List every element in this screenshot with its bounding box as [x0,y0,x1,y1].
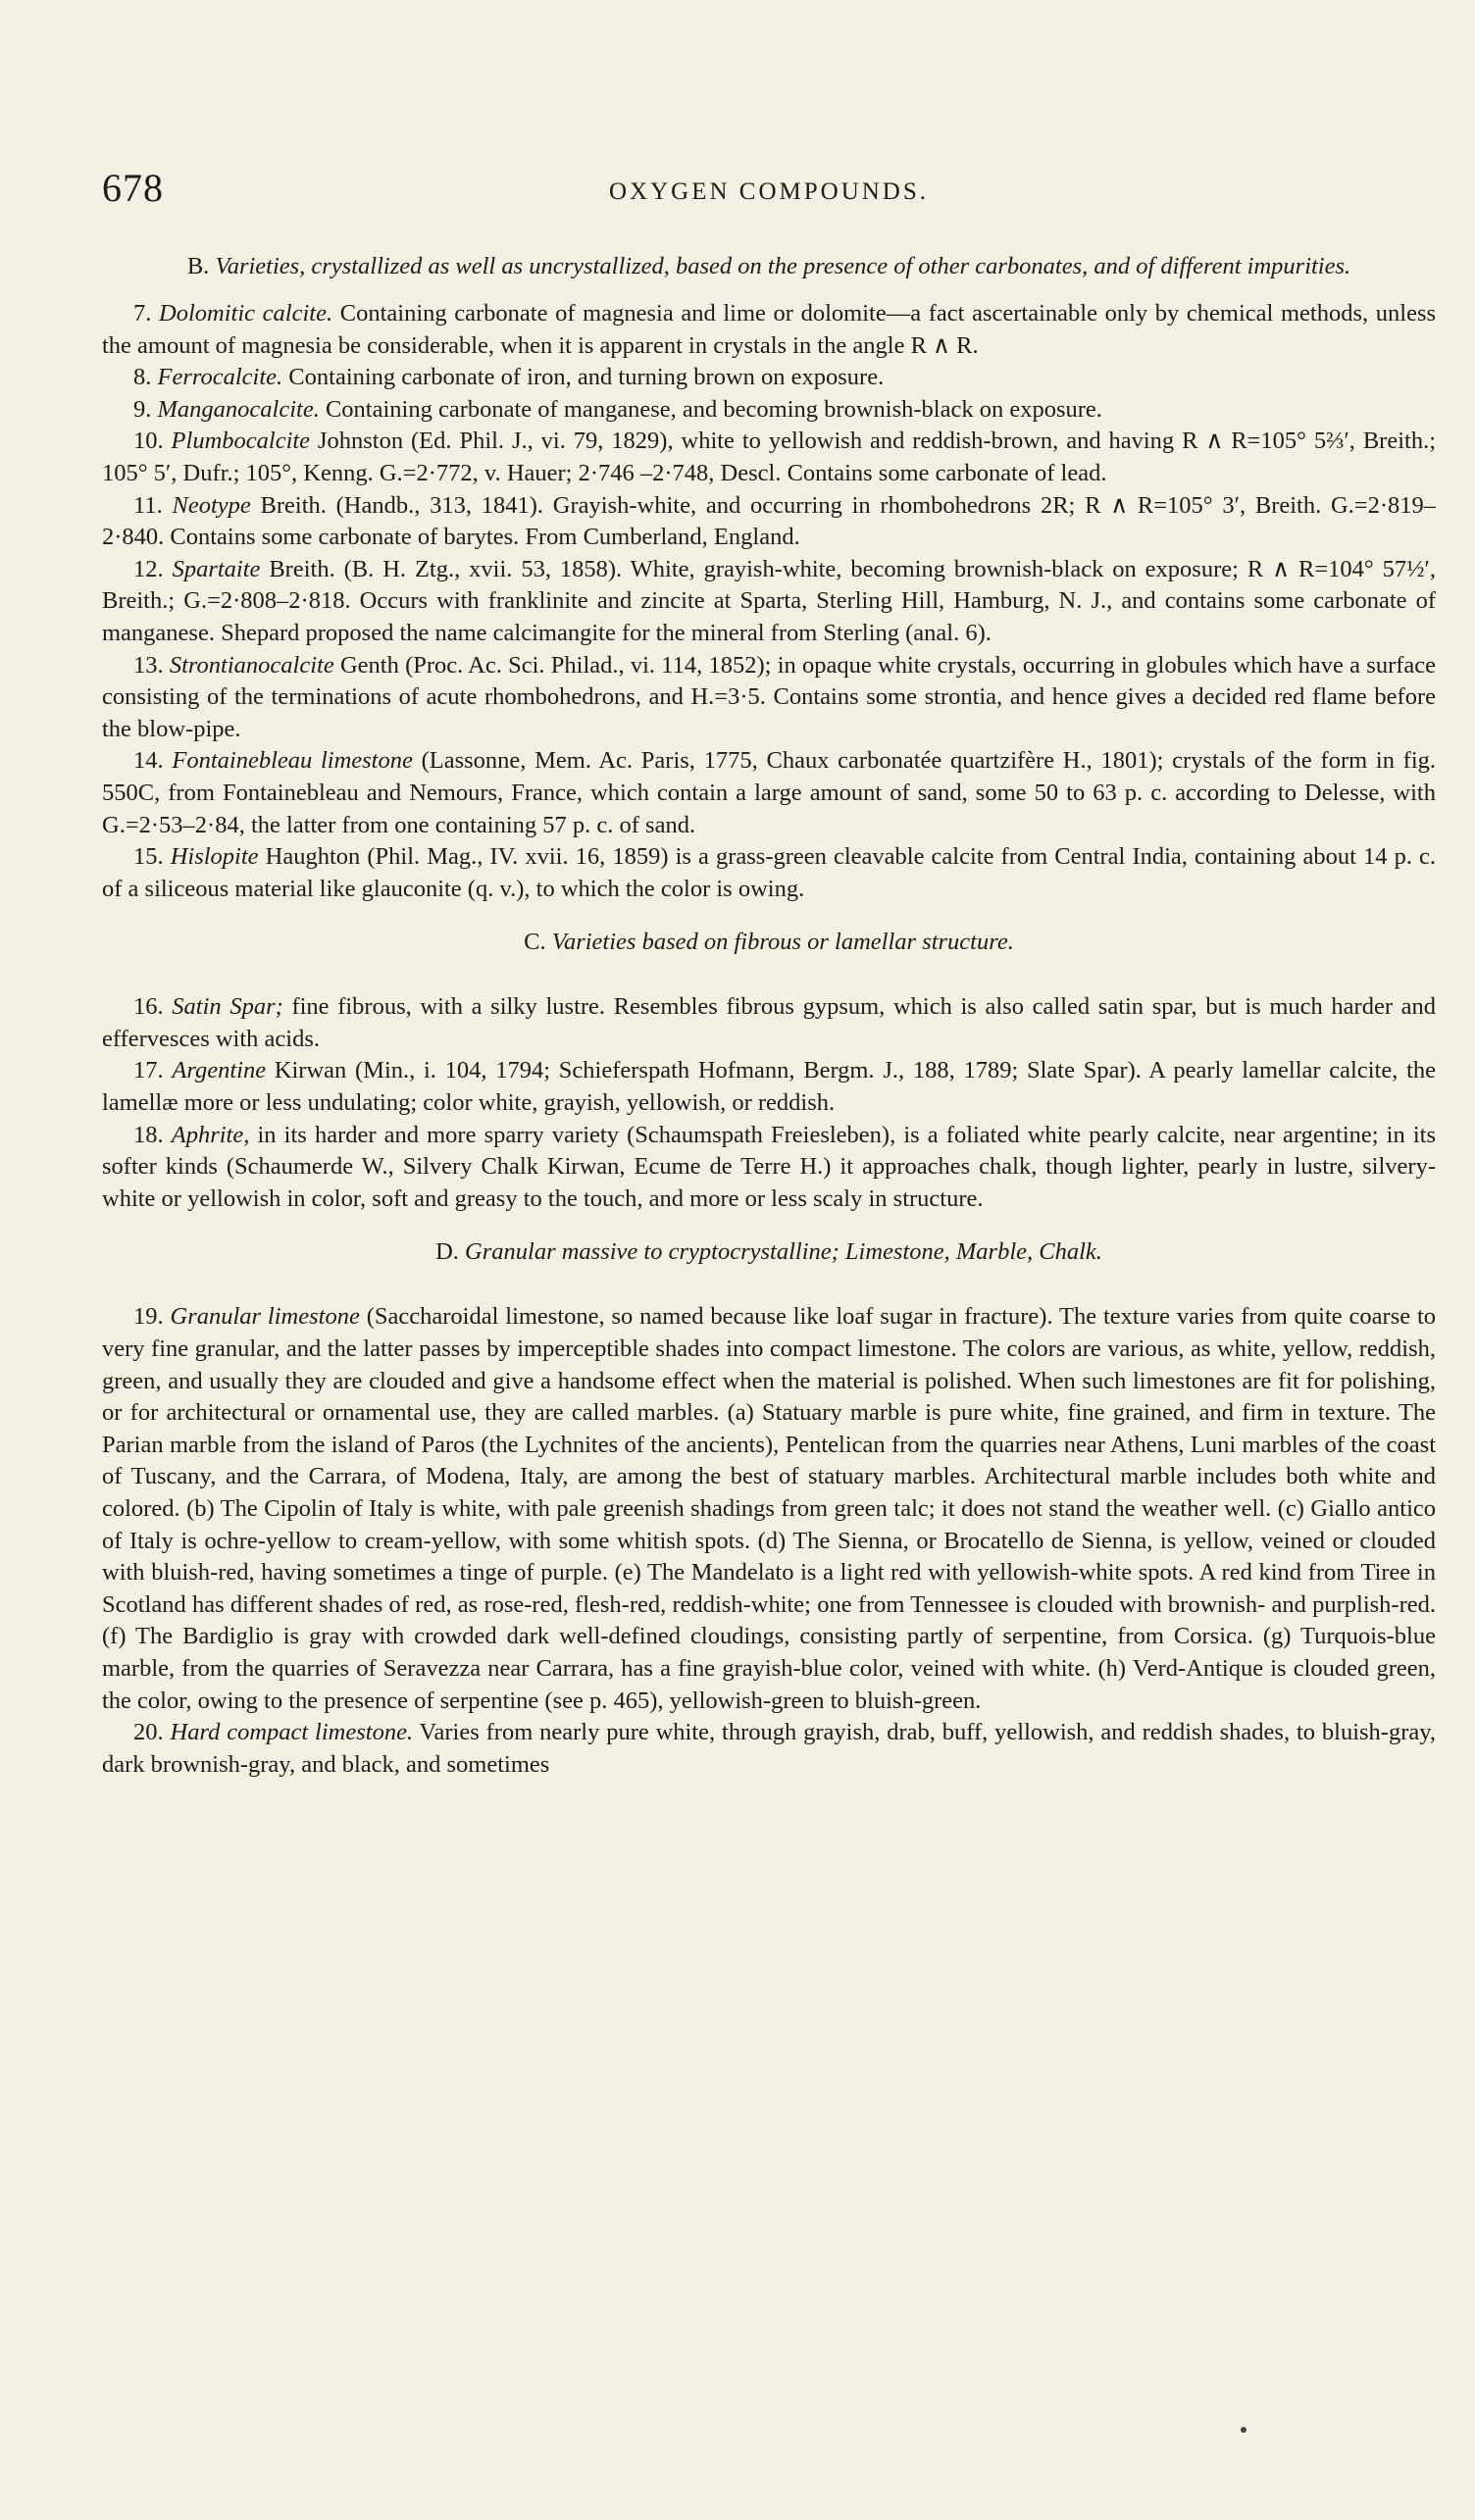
entry-text: Breith. (Handb., 313, 1841). Grayish-white, and occurring in rhombohedrons 2R; R ∧ R=105° 3′, Breith. G.=2·819–2·840. Contains some carbonate of barytes. From Cumberland, England. [102,491,1437,551]
entry-text: fine fibrous, with a silky lustre. Resembles fibrous gypsum, which is also called satin spar, but is much harder and effervesces with acids. [102,993,1437,1052]
entry-name: Manganocalcite. [157,395,320,423]
entry-name: Aphrite, [171,1121,250,1148]
page-number: 678 [102,166,164,210]
section-c-heading [102,927,1436,958]
entry-number: 17. [133,1057,164,1084]
entry-number: 7. [133,300,152,327]
entry-9 [102,394,1436,427]
section-b-label: B. [186,253,210,279]
entry-text: (Lassonne, Mem. Ac. Paris, 1775, Chaux carbonatée quartzifère H., 1801); crystals of the form in fig. 550C, from Fontainebleau and Nemours, France, which contain a large amount of sand, some 50 to 63 p. c. according to Delesse, with G.=2·53–2·84, the latter from one containing 57 p. c. of sand. [102,747,1437,838]
entry-text: Varies from nearly pure white, through grayish, drab, buff, yellowish, and reddish shades, to bluish-gray, dark brownish-gray, and black, and sometimes [102,1719,1437,1778]
entry-text: Containing carbonate of magnesia and lime or dolomite—a fact ascertainable only by chemical methods, unless the amount of magnesia be considerable, when it is apparent in crystals in the angle R ∧ R. [102,300,1437,359]
section-d-heading [102,1236,1436,1268]
entry-name: Ferrocalcite. [157,364,283,391]
entry-number: 20. [133,1719,164,1746]
entry-name: Dolomitic calcite. [159,300,333,327]
entry-number: 18. [133,1121,164,1148]
entry-name: Spartaite [172,555,261,582]
entry-number: 12. [133,555,164,582]
entry-name: Hislopite [170,843,259,871]
entry-text: Haughton (Phil. Mag., IV. xvii. 16, 1859) is a grass-green cleavable calcite from Central India, containing about 14 p. c. of a siliceous material like glauconite (q. v.), to which the color is owing. [102,843,1437,902]
entry-15 [102,841,1436,905]
entry-number: 13. [133,651,164,679]
section-d-entries [102,1301,1436,1781]
entry-8 [102,362,1436,394]
entry-11 [102,490,1436,554]
section-c-label: C. [524,929,546,956]
entry-19 [102,1301,1436,1717]
entry-text: Johnston (Ed. Phil. J., vi. 79, 1829), white to yellowish and reddish-brown, and having R ∧ R=105° 5⅔′, Breith.; 105° 5′, Dufr.; 105°, Kenng. G.=2·772, v. Hauer; 2·746 –2·748, Descl. Contains some carbonate of lead. [102,428,1437,486]
page-header [102,165,1436,212]
section-b-entries [102,298,1436,905]
entry-10 [102,426,1436,489]
entry-text: Kirwan (Min., i. 104, 1794; Schieferspath Hofmann, Bergm. J., 188, 1789; Slate Spar). A pearly lamellar calcite, the lamellæ more or less undulating; color white, grayish, yellowish, or reddish. [102,1057,1436,1117]
entry-text: (Saccharoidal limestone, so named because like loaf sugar in fracture). The texture varies from quite coarse to very fine granular, and the latter passes by imperceptible shades into compact limestone. The colors are various, as white, yellow, reddish, green, and usually they are clouded and give a handsome effect when the material is polished. When such limestones are fit for polishing, or for architectural or ornamental use, they are called marbles. (a) Statuary marble is pure white, fine grained, and firm in texture. The Parian marble from the island of Paros (the Lychnites of the ancients), Pentelican from the quarries near Athens, Luni marbles of the coast of Tuscany, and the Carrara, of Modena, Italy, are among the best of statuary marbles. Architectural marble includes both white and colored. (b) The Cipolin of Italy is white, with pale greenish shadings from green talc; it does not stand the weather well. (c) Giallo antico of Italy is ochre-yellow to cream-yellow, with some whitish spots. (d) The Sienna, or Brocatello de Sienna, is yellow, veined or clouded with bluish-red, having sometimes a tinge of purple. (e) The Mandelato is a light red with yellowish-white spots. A red kind from Tiree in Scotland has different shades of red, as rose-red, flesh-red, reddish-white; one from Tennessee is clouded with brownish- and purplish-red. (f) The Bardiglio is gray with crowded dark well-defined cloudings, consisting partly of serpentine, from Corsica. (g) Turquois-blue marble, from the quarries of Seravezza near Carrara, has a fine grayish-blue color, veined with white. (h) Verd-Antique is clouded green, the color, owing to the presence of serpentine (see p. 465), yellowish-green to bluish-green. [102,1303,1437,1714]
entry-18 [102,1120,1436,1216]
entry-number: 14. [133,747,164,775]
entry-name: Argentine [172,1057,267,1084]
entry-number: 9. [133,395,152,423]
page-body [102,251,1436,1781]
entry-name: Plumbocalcite [171,428,311,455]
entry-number: 16. [133,993,164,1021]
section-c-title: Varieties based on fibrous or lamellar structure. [551,929,1014,956]
entry-17 [102,1055,1436,1119]
entry-number: 15. [133,843,164,871]
running-title: OXYGEN COMPOUNDS. [608,178,930,205]
entry-name: Granular limestone [170,1303,360,1331]
entry-13 [102,650,1436,746]
section-d-title: Granular massive to cryptocrystalline; Limestone, Marble, Chalk. [465,1238,1102,1266]
section-b-heading [141,251,1397,282]
entry-text: Genth (Proc. Ac. Sci. Philad., vi. 114, 1852); in opaque white crystals, occurring in globules which have a surface consisting of the terminations of acute rhombohedrons, and H.=3·5. Contains some strontia, and hence gives a decided red flame before the blow-pipe. [102,651,1437,742]
section-c-entries [102,991,1436,1215]
entry-number: 10. [133,428,164,455]
entry-12 [102,554,1436,650]
entry-14 [102,745,1436,841]
entry-name: Satin Spar; [172,993,283,1021]
entry-text: Breith. (B. H. Ztg., xvii. 53, 1858). White, grayish-white, becoming brownish-black on exposure; R ∧ R=104° 57½′, Breith.; G.=2·808–2·818. Occurs with franklinite and zincite at Sparta, Sterling Hill, Hamburg, N. J., and contains some carbonate of manganese. Shepard proposed the name calcimangite for the mineral from Sterling (anal. 6). [102,555,1437,646]
section-d-label: D. [435,1238,459,1266]
entry-name: Fontainebleau limestone [172,747,413,775]
entry-name: Hard compact limestone. [170,1719,414,1746]
entry-number: 8. [133,364,152,391]
entry-text: Containing carbonate of manganese, and becoming brownish-black on exposure. [325,395,1102,423]
entry-7 [102,298,1436,362]
entry-text: in its harder and more sparry variety (Schaumspath Freiesleben), is a foliated white pearly calcite, near argentine; in its softer kinds (Schaumerde W., Silvery Chalk Kirwan, Ecume de Terre H.) it approaches chalk, though lighter, pearly in lustre, silvery-white or yellowish in color, soft and greasy to the touch, and more or less scaly in structure. [102,1121,1437,1212]
entry-name: Strontianocalcite [169,651,334,679]
entry-20 [102,1717,1436,1781]
entry-number: 11. [133,491,163,519]
entry-16 [102,991,1436,1055]
entry-name: Neotype [172,491,251,519]
print-speck [1241,2427,1246,2433]
entry-number: 19. [133,1303,164,1331]
entry-text: Containing carbonate of iron, and turning brown on exposure. [288,364,885,391]
section-b-title: Varieties, crystallized as well as uncrystallized, based on the presence of other carbonates, and of different impurities. [215,253,1351,279]
